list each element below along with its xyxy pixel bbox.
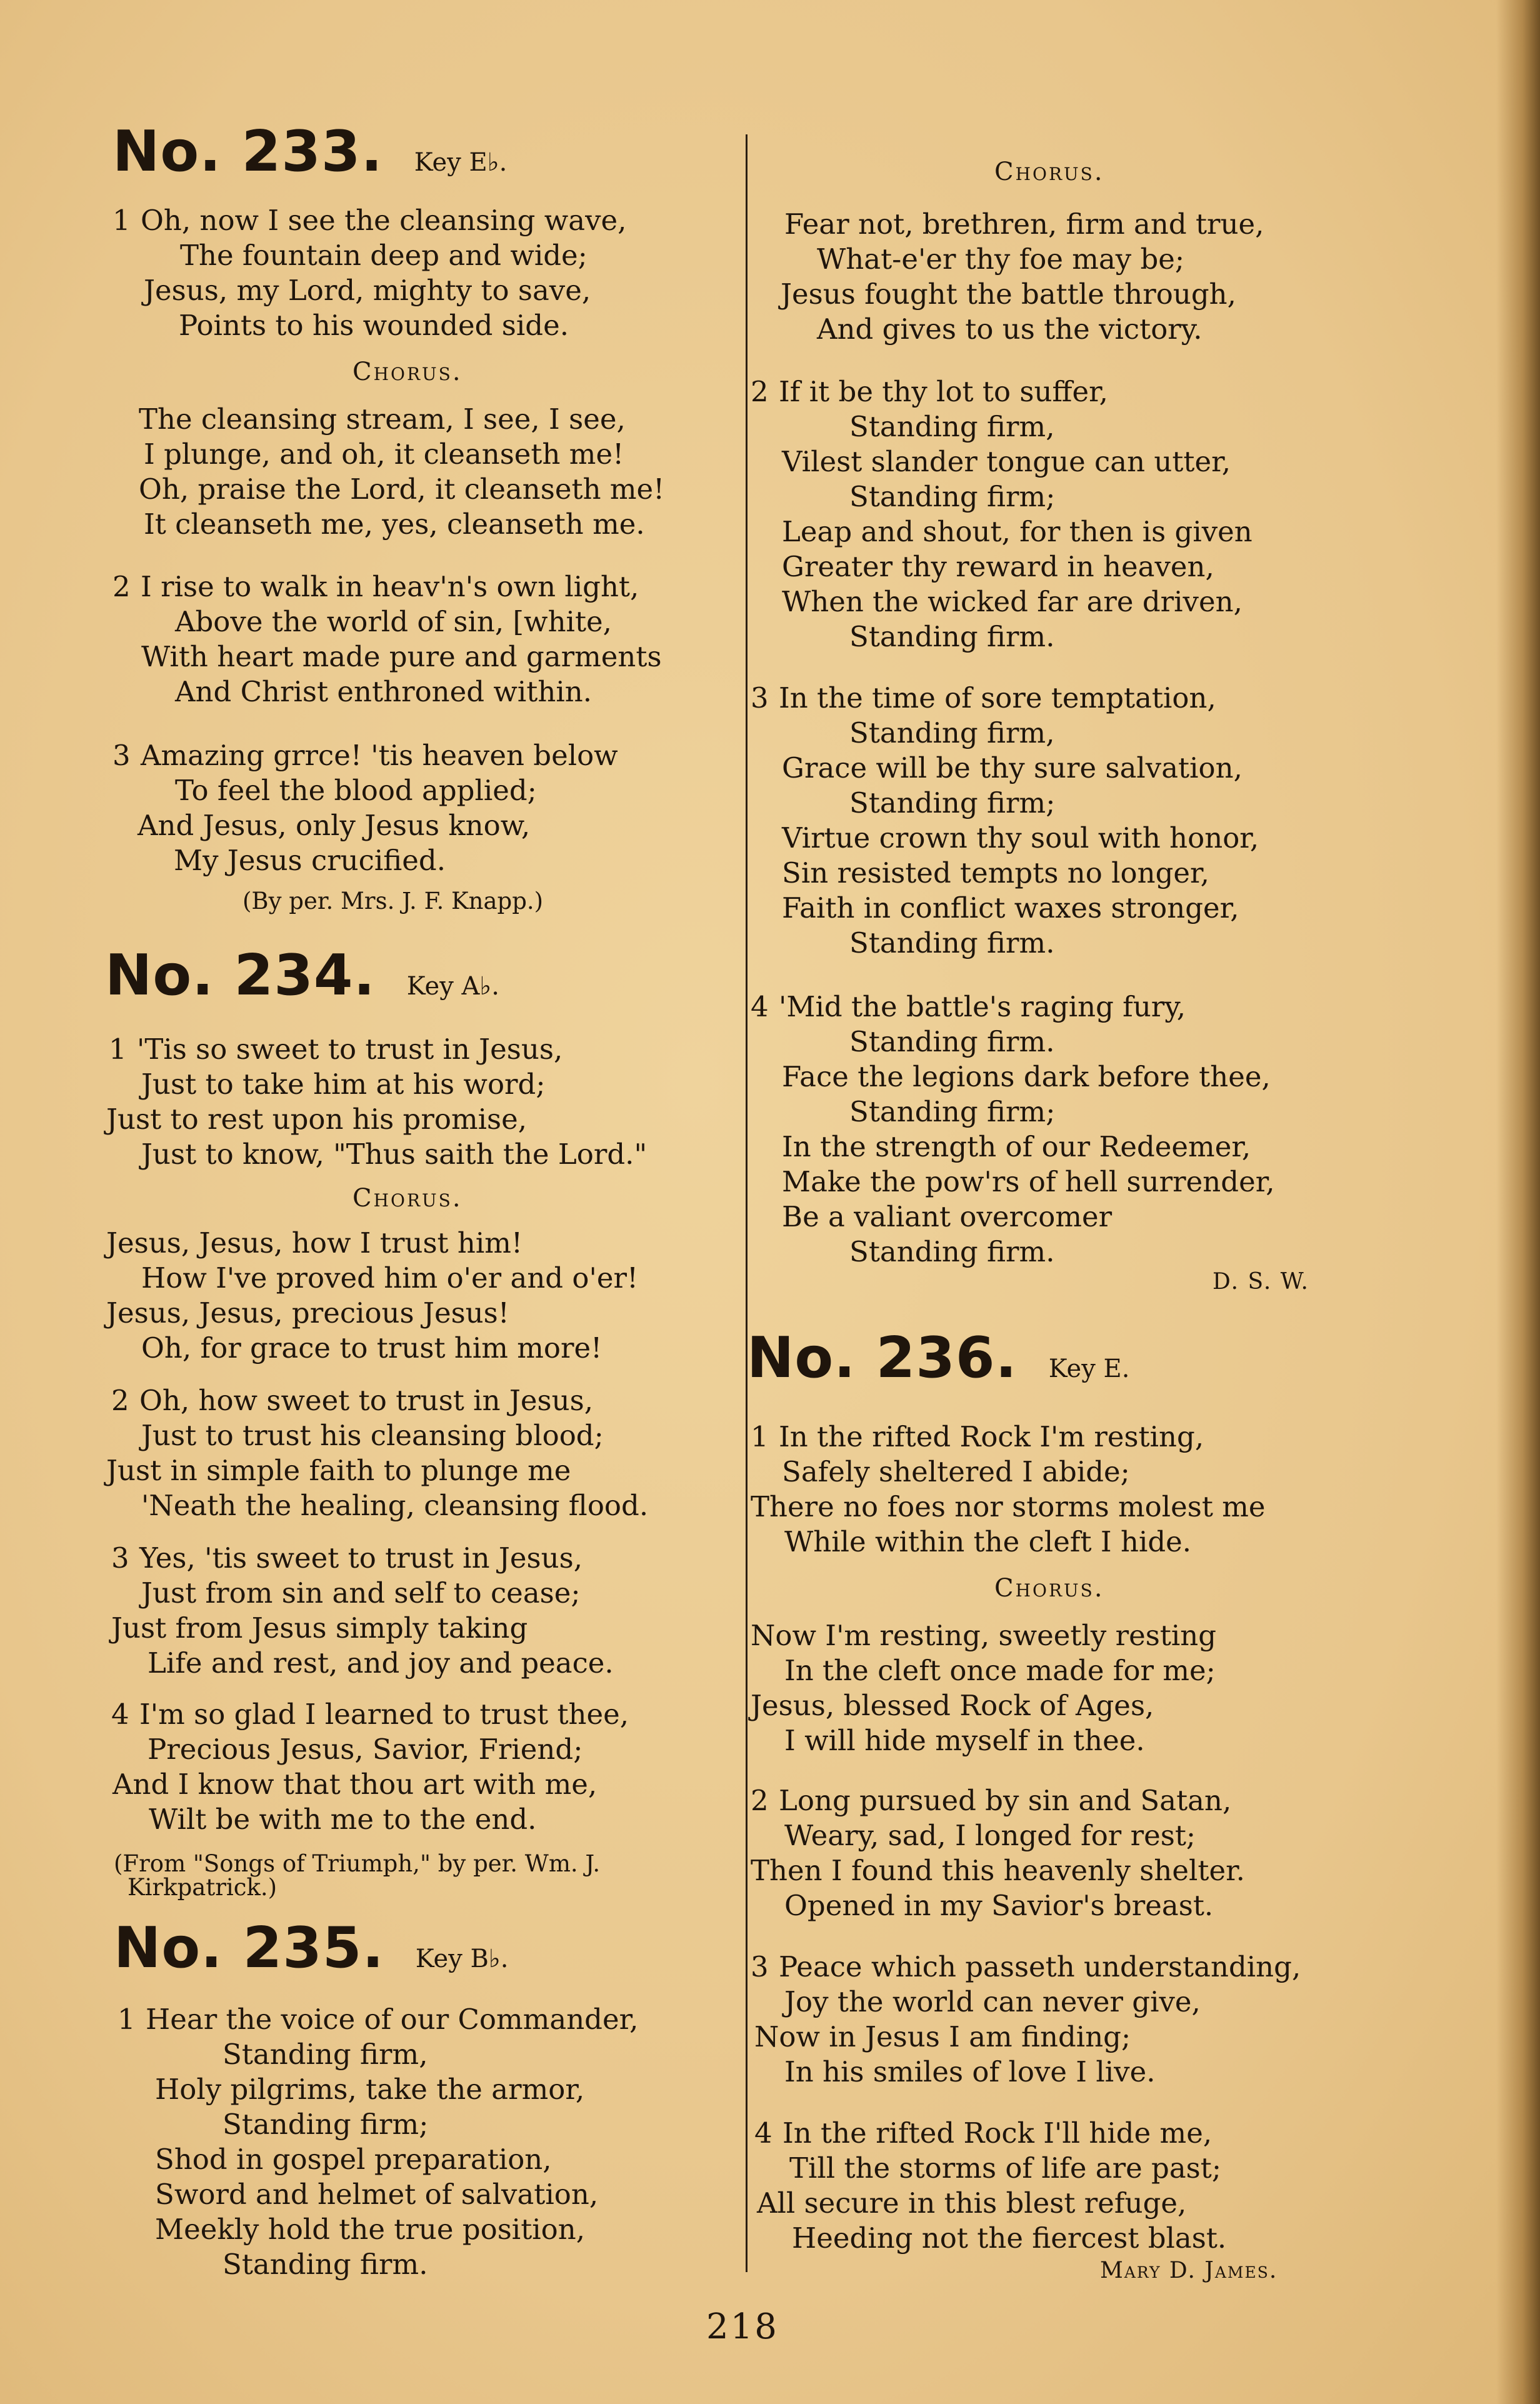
- verse-line: Greater thy reward in heaven,: [782, 550, 1214, 583]
- verse-line: Opened in my Savior's breast.: [784, 1889, 1214, 1922]
- verse-line: Safely sheltered I abide;: [782, 1455, 1130, 1488]
- verse-line: Sin resisted tempts no longer,: [782, 856, 1209, 889]
- chorus-line: What-e'er thy foe may be;: [817, 243, 1185, 276]
- verse-line: Shod in gospel preparation,: [155, 2143, 552, 2176]
- hymn-credit: (From "Songs of Triumph," by per. Wm. J.: [114, 1850, 601, 1877]
- verse-line: Standing firm.: [222, 2248, 428, 2281]
- chorus-line: Jesus fought the battle through,: [781, 278, 1236, 311]
- verse-line: Joy the world can never give,: [784, 1985, 1201, 2018]
- verse-line: Sword and helmet of salvation,: [155, 2178, 599, 2211]
- verse-line: Virtue crown thy soul with honor,: [782, 821, 1259, 854]
- chorus-line: I plunge, and oh, it cleanseth me!: [144, 438, 624, 471]
- hymn-236-header: [747, 1325, 1129, 1391]
- chorus-heading: Chorus.: [994, 1574, 1104, 1603]
- chorus-line: It cleanseth me, yes, cleanseth me.: [144, 508, 645, 541]
- verse-line: Make the pow'rs of hell surrender,: [782, 1165, 1275, 1198]
- verse-line: Standing firm;: [849, 786, 1056, 819]
- chorus-line: Oh, praise the Lord, it cleanseth me!: [139, 473, 665, 506]
- chorus-line: The cleansing stream, I see, I see,: [139, 403, 626, 436]
- verse-line: The fountain deep and wide;: [180, 239, 588, 272]
- verse-line: In the strength of our Redeemer,: [782, 1130, 1251, 1163]
- verse-line: Standing firm.: [849, 1025, 1055, 1058]
- hymn-credit: Kirkpatrick.): [128, 1874, 278, 1901]
- chorus-line: Jesus, Jesus, how I trust him!: [106, 1226, 523, 1260]
- verse-line: Just from Jesus simply taking: [111, 1611, 528, 1645]
- verse-line: Be a valiant overcomer: [782, 1200, 1112, 1233]
- verse-line: Standing firm;: [849, 480, 1056, 513]
- verse-line: My Jesus crucified.: [174, 844, 446, 877]
- hymn-number: No. 236.: [747, 1325, 1018, 1391]
- verse-line: 3 Peace which passeth understanding,: [751, 1950, 1301, 1983]
- chorus-heading: Chorus.: [352, 1184, 462, 1213]
- verse-line: When the wicked far are driven,: [782, 585, 1242, 618]
- hymn-235-header: [114, 1915, 509, 1981]
- verse-line: Heeding not the fiercest blast.: [792, 2221, 1227, 2255]
- verse-line: Till the storms of life are past;: [789, 2151, 1222, 2185]
- hymn-number: No. 233.: [112, 119, 383, 184]
- hymn-number: No. 234.: [105, 943, 376, 1008]
- verse-line: Grace will be thy sure salvation,: [782, 751, 1242, 784]
- chorus-line: How I've proved him o'er and o'er!: [141, 1261, 639, 1295]
- verse-line: 3 Yes, 'tis sweet to trust in Jesus,: [111, 1541, 582, 1575]
- verse-line: 2 Long pursued by sin and Satan,: [751, 1784, 1232, 1817]
- verse-line: Points to his wounded side.: [179, 309, 569, 342]
- verse-line: Leap and shout, for then is given: [782, 515, 1252, 548]
- verse-line: 1 Hear the voice of our Commander,: [118, 2003, 639, 2036]
- verse-line: 2 I rise to walk in heav'n's own light,: [112, 570, 639, 603]
- verse-line: And I know that thou art with me,: [112, 1768, 598, 1801]
- page-edge-shadow: [1496, 0, 1540, 2404]
- verse-line: Standing firm;: [849, 1095, 1056, 1128]
- hymn-author: Mary D. James.: [1100, 2258, 1278, 2283]
- verse-line: Just to take him at his word;: [141, 1068, 546, 1101]
- verse-line: While within the cleft I hide.: [784, 1525, 1192, 1558]
- verse-line: 3 Amazing grrce! 'tis heaven below: [112, 739, 618, 772]
- hymn-key: Key E♭.: [414, 148, 508, 177]
- verse-line: Just to rest upon his promise,: [106, 1103, 528, 1136]
- verse-line: Meekly hold the true position,: [155, 2213, 586, 2246]
- chorus-line: Fear not, brethren, firm and true,: [784, 208, 1264, 241]
- verse-line: 4 In the rifted Rock I'll hide me,: [754, 2116, 1212, 2150]
- verse-line: Above the world of sin, [white,: [175, 605, 612, 638]
- verse-line: 4 I'm so glad I learned to trust thee,: [111, 1698, 629, 1731]
- chorus-line: Oh, for grace to trust him more!: [141, 1331, 602, 1365]
- verse-line: Face the legions dark before thee,: [782, 1060, 1271, 1093]
- verse-line: Precious Jesus, Savior, Friend;: [148, 1733, 583, 1766]
- chorus-line: I will hide myself in thee.: [784, 1724, 1145, 1757]
- verse-line: And Christ enthroned within.: [175, 675, 592, 708]
- verse-line: 1 Oh, now I see the cleansing wave,: [112, 204, 627, 237]
- verse-line: All secure in this blest refuge,: [757, 2186, 1187, 2220]
- verse-line: Just to trust his cleansing blood;: [141, 1419, 604, 1452]
- verse-line: Standing firm.: [849, 620, 1055, 653]
- verse-line: Vilest slander tongue can utter,: [782, 445, 1231, 478]
- hymn-key: Key B♭.: [415, 1945, 509, 1973]
- verse-line: In his smiles of love I live.: [784, 2055, 1156, 2088]
- verse-line: 3 In the time of sore temptation,: [751, 681, 1216, 714]
- hymn-key: Key A♭.: [406, 972, 499, 1001]
- chorus-line: Jesus, Jesus, precious Jesus!: [106, 1296, 509, 1330]
- verse-line: Just in simple faith to plunge me: [106, 1454, 571, 1487]
- verse-line: Weary, sad, I longed for rest;: [784, 1819, 1196, 1852]
- verse-line: Now in Jesus I am finding;: [754, 2020, 1131, 2053]
- verse-line: 1 'Tis so sweet to trust in Jesus,: [109, 1033, 563, 1066]
- hymn-author: D. S. W.: [1212, 1269, 1309, 1295]
- hymn-key: Key E.: [1048, 1355, 1130, 1383]
- verse-line: Faith in conflict waxes stronger,: [782, 891, 1239, 924]
- verse-line: 'Neath the healing, cleansing flood.: [141, 1489, 649, 1522]
- verse-line: There no foes nor storms molest me: [751, 1490, 1266, 1523]
- column-divider: [746, 134, 748, 2272]
- verse-line: Standing firm,: [849, 410, 1055, 443]
- chorus-heading: Chorus.: [994, 158, 1104, 186]
- verse-line: Jesus, my Lord, mighty to save,: [144, 274, 591, 307]
- verse-line: Just to know, "Thus saith the Lord.": [141, 1138, 648, 1171]
- verse-line: 2 If it be thy lot to suffer,: [751, 375, 1108, 408]
- verse-line: Life and rest, and joy and peace.: [148, 1646, 614, 1680]
- verse-line: 2 Oh, how sweet to trust in Jesus,: [111, 1384, 593, 1417]
- verse-line: Standing firm.: [849, 926, 1055, 959]
- chorus-line: Jesus, blessed Rock of Ages,: [751, 1689, 1154, 1722]
- chorus-line: And gives to us the victory.: [817, 313, 1202, 346]
- verse-line: And Jesus, only Jesus know,: [138, 809, 531, 842]
- chorus-line: Now I'm resting, sweetly resting: [751, 1619, 1217, 1652]
- hymn-233-header: [112, 119, 507, 184]
- verse-line: Just from sin and self to cease;: [141, 1576, 581, 1610]
- verse-line: 1 In the rifted Rock I'm resting,: [751, 1420, 1204, 1453]
- verse-line: 4 'Mid the battle's raging fury,: [751, 990, 1186, 1023]
- verse-line: Standing firm;: [222, 2108, 429, 2141]
- verse-line: To feel the blood applied;: [175, 774, 537, 807]
- chorus-heading: Chorus.: [352, 358, 462, 386]
- verse-line: Then I found this heavenly shelter.: [751, 1854, 1245, 1887]
- verse-line: Standing firm.: [849, 1235, 1055, 1268]
- hymn-234-header: [105, 943, 499, 1008]
- verse-line: Standing firm,: [849, 716, 1055, 749]
- hymn-number: No. 235.: [114, 1915, 384, 1981]
- verse-line: With heart made pure and garments: [141, 640, 662, 673]
- page-number: 218: [706, 2306, 779, 2347]
- verse-line: Holy pilgrims, take the armor,: [155, 2073, 585, 2106]
- verse-line: Standing firm,: [222, 2038, 428, 2071]
- hymn-credit: (By per. Mrs. J. F. Knapp.): [242, 888, 544, 914]
- verse-line: Wilt be with me to the end.: [149, 1803, 537, 1836]
- chorus-line: In the cleft once made for me;: [784, 1654, 1216, 1687]
